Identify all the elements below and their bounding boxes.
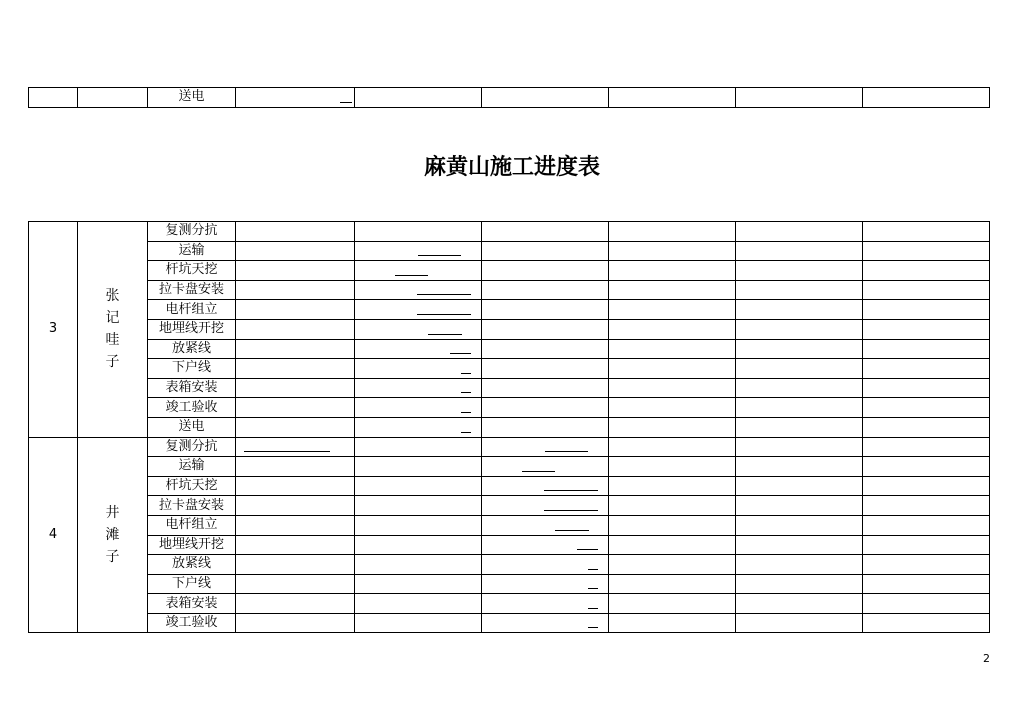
schedule-cell bbox=[863, 378, 990, 398]
task-label: 表箱安装 bbox=[148, 594, 236, 614]
schedule-cell bbox=[236, 476, 355, 496]
schedule-cell bbox=[736, 378, 863, 398]
schedule-cell bbox=[236, 300, 355, 320]
schedule-cell bbox=[609, 339, 736, 359]
schedule-cell bbox=[863, 241, 990, 261]
schedule-cell bbox=[482, 476, 609, 496]
page-number: 2 bbox=[983, 652, 990, 665]
schedule-cell bbox=[863, 535, 990, 555]
schedule-cell bbox=[863, 496, 990, 516]
table-row bbox=[29, 476, 990, 496]
schedule-cell bbox=[482, 594, 609, 614]
schedule-cell bbox=[482, 417, 609, 437]
progress-bar bbox=[588, 627, 598, 628]
table-row bbox=[29, 359, 990, 379]
task-label: 电杆组立 bbox=[148, 515, 236, 535]
schedule-cell bbox=[609, 359, 736, 379]
schedule-cell bbox=[609, 300, 736, 320]
progress-bar bbox=[395, 275, 428, 276]
task-label: 复测分抗 bbox=[148, 437, 236, 457]
task-label: 地埋线开挖 bbox=[148, 319, 236, 339]
schedule-cell bbox=[736, 319, 863, 339]
progress-bar bbox=[461, 432, 471, 433]
schedule-cell bbox=[236, 417, 355, 437]
schedule-cell bbox=[736, 300, 863, 320]
schedule-cell bbox=[355, 88, 482, 108]
table-row bbox=[29, 417, 990, 437]
table-row bbox=[29, 574, 990, 594]
progress-bar bbox=[555, 530, 589, 531]
table-row bbox=[29, 222, 990, 242]
schedule-cell bbox=[355, 378, 482, 398]
schedule-cell bbox=[355, 457, 482, 477]
schedule-cell bbox=[736, 261, 863, 281]
site-cell bbox=[78, 88, 148, 108]
table-row bbox=[29, 437, 990, 457]
schedule-cell bbox=[482, 359, 609, 379]
table-row bbox=[29, 555, 990, 575]
task-label: 下户线 bbox=[148, 359, 236, 379]
task-label: 复测分抗 bbox=[148, 222, 236, 242]
schedule-cell bbox=[355, 594, 482, 614]
schedule-cell bbox=[236, 280, 355, 300]
page-title: 麻黄山施工进度表 bbox=[423, 154, 600, 180]
schedule-cell bbox=[355, 496, 482, 516]
table-row bbox=[29, 496, 990, 516]
schedule-cell bbox=[236, 319, 355, 339]
progress-bar bbox=[244, 451, 330, 452]
task-label: 送电 bbox=[148, 88, 236, 108]
schedule-cell bbox=[236, 398, 355, 418]
task-label: 放紧线 bbox=[148, 555, 236, 575]
schedule-cell bbox=[609, 241, 736, 261]
schedule-cell bbox=[236, 88, 355, 108]
schedule-cell bbox=[355, 398, 482, 418]
schedule-cell bbox=[863, 319, 990, 339]
table-row bbox=[29, 398, 990, 418]
schedule-cell bbox=[609, 437, 736, 457]
task-label: 表箱安装 bbox=[148, 378, 236, 398]
schedule-cell bbox=[609, 88, 736, 108]
table-row bbox=[29, 378, 990, 398]
progress-bar bbox=[428, 334, 462, 335]
task-label: 放紧线 bbox=[148, 339, 236, 359]
schedule-cell bbox=[736, 339, 863, 359]
schedule-cell bbox=[482, 339, 609, 359]
schedule-cell bbox=[609, 457, 736, 477]
task-label: 运输 bbox=[148, 457, 236, 477]
schedule-cell bbox=[236, 496, 355, 516]
task-label: 下户线 bbox=[148, 574, 236, 594]
progress-bar bbox=[461, 412, 471, 413]
table-row bbox=[29, 594, 990, 614]
schedule-cell bbox=[736, 594, 863, 614]
schedule-cell bbox=[609, 280, 736, 300]
schedule-cell bbox=[609, 378, 736, 398]
schedule-cell bbox=[863, 339, 990, 359]
schedule-cell bbox=[482, 535, 609, 555]
schedule-cell bbox=[609, 535, 736, 555]
task-label: 拉卡盘安装 bbox=[148, 496, 236, 516]
schedule-cell bbox=[863, 515, 990, 535]
schedule-cell bbox=[736, 359, 863, 379]
schedule-cell bbox=[482, 378, 609, 398]
schedule-cell bbox=[355, 261, 482, 281]
schedule-table bbox=[28, 221, 990, 633]
site-name-cell bbox=[78, 437, 148, 633]
schedule-cell bbox=[863, 222, 990, 242]
progress-bar bbox=[450, 353, 471, 354]
schedule-cell bbox=[736, 613, 863, 633]
schedule-cell bbox=[355, 515, 482, 535]
progress-bar bbox=[418, 255, 461, 256]
schedule-cell bbox=[236, 515, 355, 535]
schedule-cell bbox=[736, 437, 863, 457]
site-name: 井滩子 bbox=[105, 505, 120, 565]
progress-bar bbox=[544, 510, 598, 511]
schedule-cell bbox=[355, 555, 482, 575]
table-row bbox=[29, 300, 990, 320]
task-label: 竣工验收 bbox=[148, 398, 236, 418]
table-row bbox=[29, 339, 990, 359]
schedule-cell bbox=[736, 515, 863, 535]
schedule-cell bbox=[355, 476, 482, 496]
schedule-cell bbox=[355, 535, 482, 555]
schedule-cell bbox=[736, 555, 863, 575]
progress-bar bbox=[522, 471, 555, 472]
schedule-cell bbox=[482, 555, 609, 575]
schedule-cell bbox=[863, 437, 990, 457]
site-name: 张记哇子 bbox=[105, 288, 120, 371]
schedule-cell bbox=[236, 594, 355, 614]
table-row bbox=[29, 319, 990, 339]
progress-bar bbox=[417, 294, 471, 295]
schedule-cell bbox=[236, 437, 355, 457]
schedule-cell bbox=[236, 457, 355, 477]
schedule-cell bbox=[355, 241, 482, 261]
schedule-cell bbox=[236, 339, 355, 359]
task-label: 电杆组立 bbox=[148, 300, 236, 320]
schedule-cell bbox=[863, 613, 990, 633]
task-label: 杆坑天挖 bbox=[148, 261, 236, 281]
progress-bar bbox=[340, 102, 352, 103]
schedule-cell bbox=[482, 222, 609, 242]
schedule-cell bbox=[863, 555, 990, 575]
schedule-cell bbox=[863, 88, 990, 108]
schedule-cell bbox=[863, 417, 990, 437]
schedule-cell bbox=[482, 280, 609, 300]
schedule-cell bbox=[609, 476, 736, 496]
schedule-cell bbox=[482, 574, 609, 594]
task-label: 竣工验收 bbox=[148, 613, 236, 633]
schedule-cell bbox=[609, 261, 736, 281]
schedule-cell bbox=[736, 280, 863, 300]
schedule-cell bbox=[236, 261, 355, 281]
continued-schedule-table bbox=[28, 87, 990, 108]
site-name-cell bbox=[78, 222, 148, 438]
schedule-cell bbox=[355, 222, 482, 242]
schedule-cell bbox=[355, 339, 482, 359]
schedule-cell bbox=[863, 594, 990, 614]
schedule-cell bbox=[736, 496, 863, 516]
schedule-cell bbox=[609, 319, 736, 339]
schedule-cell bbox=[609, 222, 736, 242]
schedule-cell bbox=[609, 574, 736, 594]
schedule-cell bbox=[609, 417, 736, 437]
schedule-cell bbox=[236, 535, 355, 555]
number-cell bbox=[29, 88, 78, 108]
task-label: 送电 bbox=[148, 417, 236, 437]
schedule-cell bbox=[482, 515, 609, 535]
progress-bar bbox=[417, 314, 471, 315]
schedule-cell bbox=[736, 476, 863, 496]
progress-bar bbox=[545, 451, 588, 452]
table-row bbox=[29, 613, 990, 633]
schedule-cell bbox=[355, 300, 482, 320]
progress-bar bbox=[544, 490, 598, 491]
schedule-cell bbox=[236, 574, 355, 594]
schedule-cell bbox=[863, 300, 990, 320]
table-row bbox=[29, 261, 990, 281]
table-row bbox=[29, 515, 990, 535]
schedule-cell bbox=[863, 261, 990, 281]
progress-bar bbox=[588, 588, 598, 589]
table-row bbox=[29, 241, 990, 261]
schedule-cell bbox=[355, 280, 482, 300]
schedule-cell bbox=[482, 241, 609, 261]
schedule-cell bbox=[482, 319, 609, 339]
progress-bar bbox=[577, 549, 598, 550]
schedule-cell bbox=[863, 280, 990, 300]
schedule-cell bbox=[609, 515, 736, 535]
progress-bar bbox=[461, 373, 471, 374]
schedule-cell bbox=[236, 555, 355, 575]
schedule-cell bbox=[863, 574, 990, 594]
site-number: 3 bbox=[29, 222, 78, 438]
schedule-cell bbox=[609, 496, 736, 516]
progress-bar bbox=[588, 608, 598, 609]
schedule-cell bbox=[482, 613, 609, 633]
schedule-cell bbox=[355, 319, 482, 339]
schedule-cell bbox=[482, 261, 609, 281]
schedule-cell bbox=[482, 496, 609, 516]
task-label: 杆坑天挖 bbox=[148, 476, 236, 496]
schedule-cell bbox=[736, 88, 863, 108]
schedule-cell bbox=[736, 222, 863, 242]
schedule-cell bbox=[236, 222, 355, 242]
site-number: 4 bbox=[29, 437, 78, 633]
task-label: 地埋线开挖 bbox=[148, 535, 236, 555]
schedule-cell bbox=[863, 476, 990, 496]
table-row bbox=[29, 88, 990, 108]
schedule-cell bbox=[482, 437, 609, 457]
schedule-cell bbox=[609, 555, 736, 575]
schedule-cell bbox=[736, 241, 863, 261]
schedule-cell bbox=[482, 300, 609, 320]
table-row bbox=[29, 457, 990, 477]
schedule-cell bbox=[236, 378, 355, 398]
schedule-cell bbox=[482, 398, 609, 418]
task-label: 运输 bbox=[148, 241, 236, 261]
schedule-cell bbox=[736, 574, 863, 594]
schedule-cell bbox=[736, 417, 863, 437]
schedule-cell bbox=[736, 457, 863, 477]
task-label: 拉卡盘安装 bbox=[148, 280, 236, 300]
schedule-cell bbox=[863, 359, 990, 379]
schedule-cell bbox=[736, 535, 863, 555]
progress-bar bbox=[588, 569, 598, 570]
schedule-cell bbox=[609, 613, 736, 633]
schedule-cell bbox=[355, 574, 482, 594]
schedule-cell bbox=[236, 613, 355, 633]
schedule-cell bbox=[355, 359, 482, 379]
schedule-cell bbox=[863, 457, 990, 477]
schedule-cell bbox=[355, 417, 482, 437]
table-row bbox=[29, 535, 990, 555]
progress-bar bbox=[461, 392, 471, 393]
schedule-cell bbox=[355, 613, 482, 633]
schedule-cell bbox=[863, 398, 990, 418]
schedule-cell bbox=[355, 437, 482, 457]
table-row bbox=[29, 280, 990, 300]
schedule-cell bbox=[482, 88, 609, 108]
schedule-cell bbox=[482, 457, 609, 477]
schedule-cell bbox=[736, 398, 863, 418]
schedule-cell bbox=[236, 359, 355, 379]
schedule-cell bbox=[609, 398, 736, 418]
schedule-cell bbox=[236, 241, 355, 261]
schedule-cell bbox=[609, 594, 736, 614]
